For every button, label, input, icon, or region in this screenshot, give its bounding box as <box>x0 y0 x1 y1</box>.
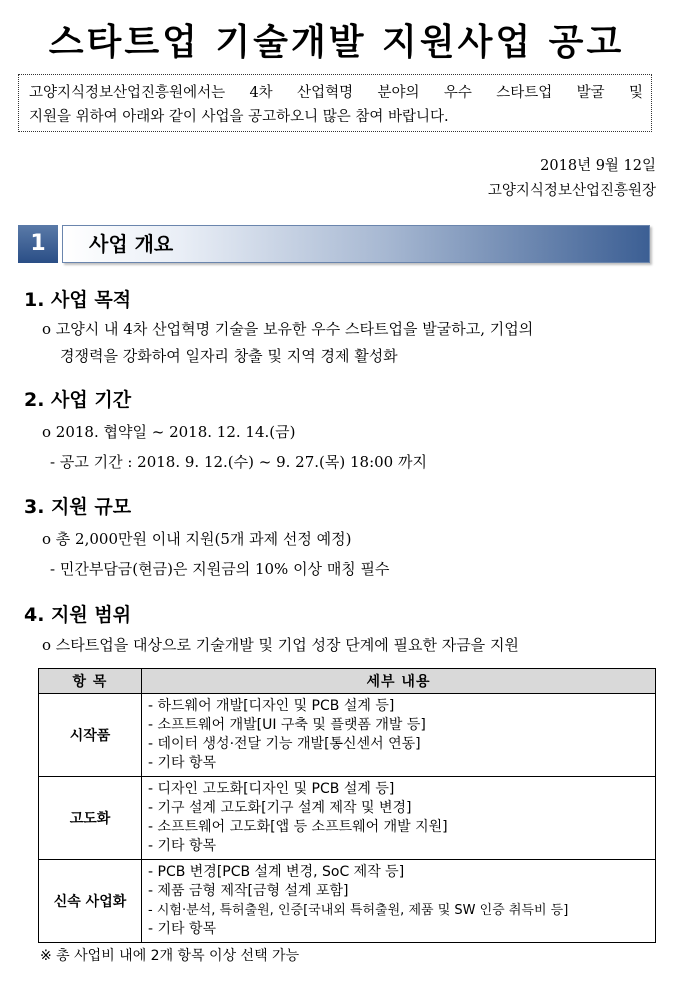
list-item: - 기구 설계 고도화[기구 설계 제작 및 변경] <box>148 800 412 816</box>
purpose-heading: 1. 사업 목적 <box>24 289 132 311</box>
section-number: 1 <box>18 225 58 263</box>
list-item: - 기타 항목 <box>148 921 217 937</box>
list-item: - PCB 변경[PCB 설계 변경, SoC 제작 등] <box>148 864 405 880</box>
table-items <box>142 860 656 943</box>
list-item: - 시험·분석, 특허출원, 인증[국내외 특허출원, 제품 및 SW 인증 취득비 등] <box>148 903 569 918</box>
notice-date: 2018년 9월 12일 <box>540 158 656 174</box>
list-item: - 하드웨어 개발[디자인 및 PCB 설계 등] <box>148 698 395 714</box>
table-header-row <box>39 669 656 694</box>
scope-table <box>38 668 656 943</box>
footnote: ※ 총 사업비 내에 2개 항목 이상 선택 가능 <box>40 948 300 964</box>
list-item: - 기타 항목 <box>148 755 217 771</box>
table-row <box>39 860 656 943</box>
list-item: - 데이터 생성·전달 기능 개발[통신센서 연동] <box>148 736 421 752</box>
scope-heading: 4. 지원 범위 <box>24 604 132 626</box>
date-block <box>488 154 656 204</box>
table-category: 고도화 <box>39 777 142 860</box>
period-heading: 2. 사업 기간 <box>24 389 132 411</box>
issuer: 고양지식정보산업진흥원장 <box>487 183 656 199</box>
table-header: 항 목 <box>39 669 142 694</box>
period-main: o 2018. 협약일 ~ 2018. 12. 14.(금) <box>42 423 296 441</box>
table-category: 시작품 <box>39 694 142 777</box>
table-row <box>39 777 656 860</box>
scale-heading: 3. 지원 규모 <box>24 496 132 518</box>
section-title: 사업 개요 <box>62 225 650 263</box>
scope-main: o 스타트업을 대상으로 기술개발 및 기업 성장 단계에 필요한 자금을 지원 <box>42 636 519 654</box>
purpose-line: 경쟁력을 강화하여 일자리 창출 및 지역 경제 활성화 <box>60 347 398 365</box>
intro-box <box>18 74 652 132</box>
purpose-line: o 고양시 내 4차 산업혁명 기술을 보유한 우수 스타트업을 발굴하고, 기업의 <box>42 320 534 338</box>
section-header <box>18 225 650 263</box>
scale-main: o 총 2,000만원 이내 지원(5개 과제 선정 예정) <box>42 530 352 548</box>
page-title: 스타트업 기술개발 지원사업 공고 <box>48 21 625 63</box>
list-item: - 기타 항목 <box>148 838 217 854</box>
table-items <box>142 777 656 860</box>
table-row <box>39 694 656 777</box>
table-category: 신속 사업화 <box>39 860 142 943</box>
intro-line: 지원을 위하여 아래와 같이 사업을 공고하오니 많은 참여 바랍니다. <box>29 109 449 125</box>
period-sub: - 공고 기간 : 2018. 9. 12.(수) ~ 9. 27.(목) 18:00 까지 <box>50 453 427 471</box>
table-header: 세부 내용 <box>142 669 656 694</box>
scale-sub: - 민간부담금(현금)은 지원금의 10% 이상 매칭 필수 <box>50 560 390 578</box>
list-item: - 소프트웨어 개발[UI 구축 및 플랫폼 개발 등] <box>148 717 426 733</box>
list-item: - 디자인 고도화[디자인 및 PCB 설계 등] <box>148 781 395 797</box>
table-items <box>142 694 656 777</box>
list-item: - 제품 금형 제작[금형 설계 포함] <box>148 883 349 899</box>
list-item: - 소프트웨어 고도화[앱 등 소프트웨어 개발 지원] <box>148 819 448 835</box>
intro-line: 고양지식정보산업진흥원에서는 4차 산업혁명 분야의 우수 스타트업 발굴 및 <box>29 85 643 101</box>
